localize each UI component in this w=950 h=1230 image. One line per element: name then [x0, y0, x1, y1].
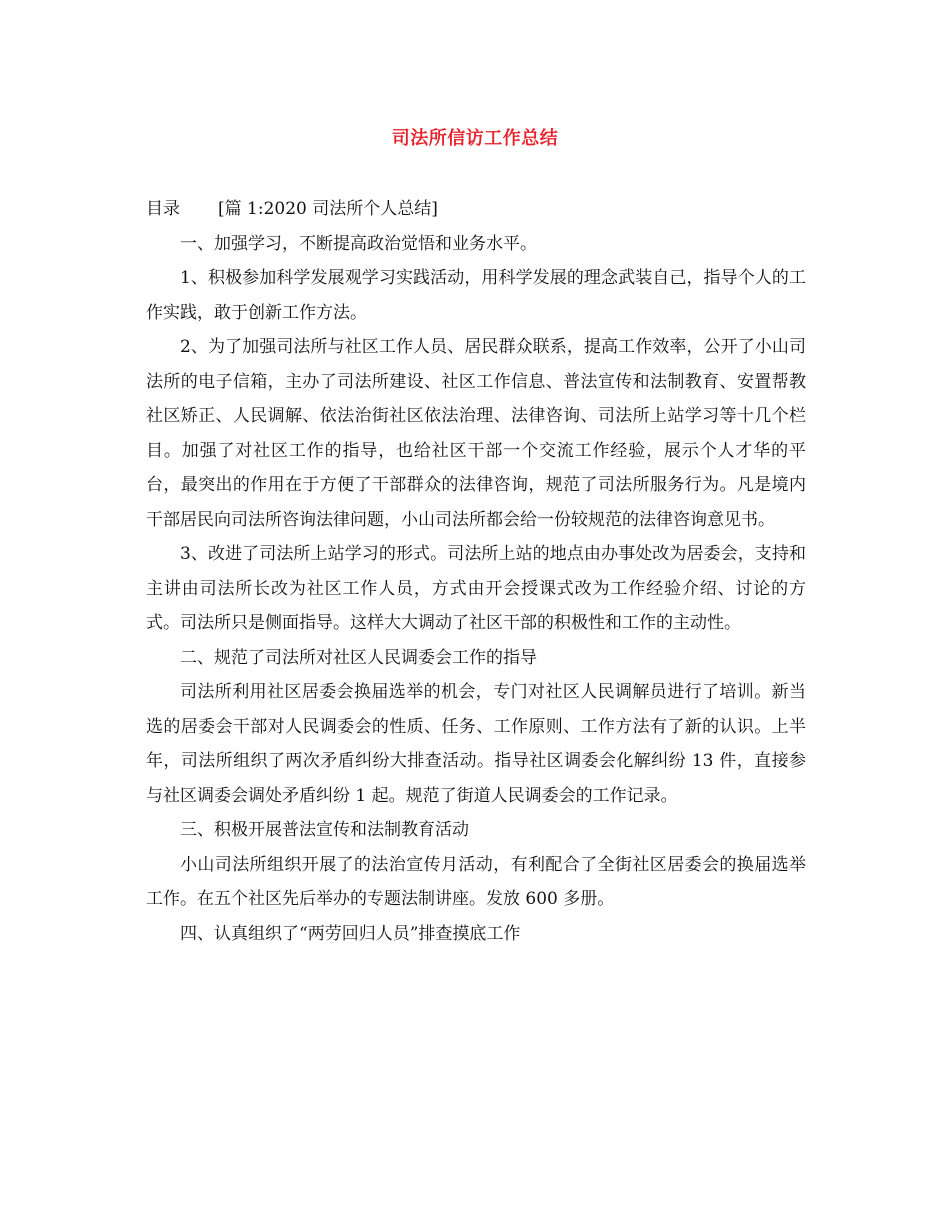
paragraph-mediation: 司法所利用社区居委会换届选举的机会，专门对社区人民调解员进行了培训。新当选的居委会干部对人民调委会的性质、任务、工作原则、工作方法有了新的认识。上半年，司法所组织了两次矛盾纠纷大排查活动。指导社区调委会化解纠纷 13 件，直接参与社区调委会调处矛盾纠纷 1 起。规范了街道人民调委会的工作记录。 — [146, 682, 806, 806]
table-of-contents — [146, 192, 806, 227]
paragraph-legal-education: 小山司法所组织开展了的法治宣传月活动，有利配合了全街社区居委会的换届选举工作。在五个社区先后举办的专题法制讲座。发放 600 多册。 — [146, 854, 806, 909]
section-heading-2: 二、规范了司法所对社区人民调委会工作的指导 — [180, 647, 537, 668]
section-heading-4: 四、认真组织了“两劳回归人员”排查摸底工作 — [180, 923, 521, 944]
section-heading-1: 一、加强学习，不断提高政治觉悟和业务水平。 — [180, 233, 537, 254]
toc-item: [篇 1:2020 司法所个人总结] — [218, 199, 438, 219]
document-body — [146, 192, 806, 951]
paragraph-item-3: 3、改进了司法所上站学习的形式。司法所上站的地点由办事处改为居委会，支持和主讲由司法所长改为社区工作人员，方式由开会授课式改为工作经验介绍、讨论的方式。司法所只是侧面指导。这样大大调动了社区干部的积极性和工作的主动性。 — [146, 544, 806, 633]
paragraph-item-2: 2、为了加强司法所与社区工作人员、居民群众联系，提高工作效率，公开了小山司法所的电子信箱，主办了司法所建设、社区工作信息、普法宣传和法制教育、安置帮教社区矫正、人民调解、依法治街社区依法治理、法律咨询、司法所上站学习等十几个栏目。加强了对社区工作的指导，也给社区干部一个交流工作经验，展示个人才华的平台，最突出的作用在于方便了干部群众的法律咨询，规范了司法所服务行为。凡是境内干部居民向司法所咨询法律问题，小山司法所都会给一份较规范的法律咨询意见书。 — [146, 337, 806, 530]
document-title: 司法所信访工作总结 — [391, 128, 559, 149]
paragraph-item-1: 1、积极参加科学发展观学习实践活动，用科学发展的理念武装自己，指导个人的工作实践，敢于创新工作方法。 — [146, 268, 806, 323]
toc-label: 目录 — [146, 199, 180, 219]
section-heading-3: 三、积极开展普法宣传和法制教育活动 — [180, 820, 469, 840]
